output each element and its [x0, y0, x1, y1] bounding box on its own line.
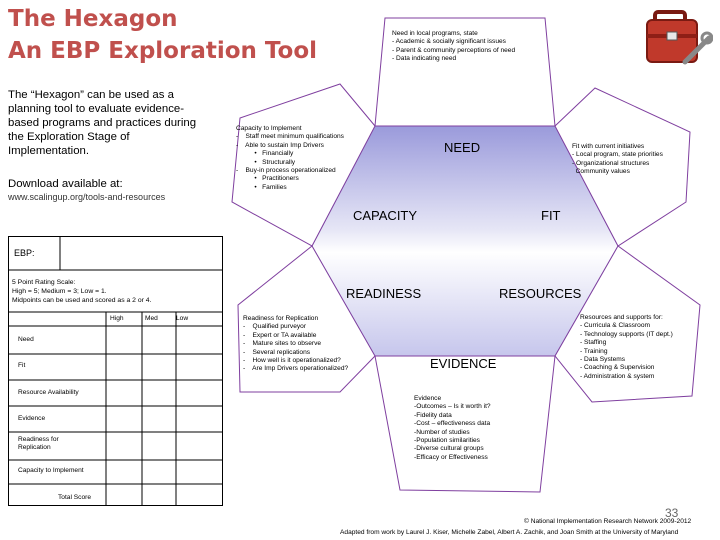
ebp-label: EBP:	[14, 248, 35, 258]
capacity-notes: Capacity to Implement - Staff meet minimum qualifications - Able to sustain Imp Drivers • Financially • Structurally - Buy-in process operationalized • Practitioners • Families	[236, 125, 344, 191]
need-notes: Need in local programs, state - Academic & socially significant issues - Parent & community perceptions of need - Data indicating need	[392, 30, 516, 63]
fit-label: FIT	[541, 208, 561, 223]
column-high: High	[110, 315, 124, 322]
readiness-notes: Readiness for Replication - Qualified purveyor - Expert or TA available - Mature sites to observe - Several replications - How well is it operationalized? - Are Imp Drivers operationalized?	[243, 315, 349, 373]
need-label: NEED	[444, 140, 481, 155]
row-capacity: Capacity to Implement	[18, 467, 84, 474]
row-fit: Fit	[18, 362, 26, 369]
title-line-2: An EBP Exploration Tool	[8, 38, 318, 64]
title-line-1: The Hexagon	[8, 6, 178, 32]
ebp-rating-table	[8, 236, 223, 506]
capacity-label: CAPACITY	[353, 208, 418, 223]
total-score-label: Total Score	[58, 494, 91, 501]
row-evidence: Evidence	[18, 415, 46, 422]
row-resource-availability: Resource Availability	[18, 389, 79, 396]
row-readiness: Readiness for Replication	[18, 436, 59, 452]
rating-scale-text: 5 Point Rating Scale: High = 5; Medium = 3; Low = 1. Midpoints can be used and scored as a 2 or 4.	[12, 279, 152, 304]
fit-notes: Fit with current initiatives - Local program, state priorities - Organizational structures Community values	[572, 143, 663, 176]
intro-text: The “Hexagon” can be used as a planning tool to evaluate evidence-based programs and practices during the Exploration Stage of Implementation.	[8, 89, 197, 157]
readiness-label: READINESS	[346, 286, 422, 301]
evidence-notes: Evidence -Outcomes – Is it worth it? -Fidelity data -Cost – effectiveness data -Number of studies -Population similarities -Diverse cultural groups -Efficacy or Effectiveness	[414, 395, 491, 461]
download-url[interactable]: www.scalingup.org/tools-and-resources	[8, 192, 166, 202]
page-number: 33	[665, 506, 679, 520]
copyright-text: © National Implementation Research Network 2009-2012	[524, 518, 692, 525]
attribution-text: Adapted from work by Laurel J. Kiser, Michelle Zabel, Albert A. Zachik, and Joan Smith at the University of Maryland	[340, 529, 679, 536]
download-label: Download available at:	[8, 178, 123, 190]
row-need: Need	[18, 336, 34, 343]
column-med: Med	[145, 315, 158, 322]
resources-label: RESOURCES	[499, 286, 582, 301]
evidence-label: EVIDENCE	[430, 356, 497, 371]
column-low: Low	[176, 315, 189, 322]
resources-notes: Resources and supports for: - Curricula & Classroom - Technology supports (IT dept.) - Staffing - Training - Data Systems - Coaching & Supervision - Administration & system	[580, 314, 673, 380]
